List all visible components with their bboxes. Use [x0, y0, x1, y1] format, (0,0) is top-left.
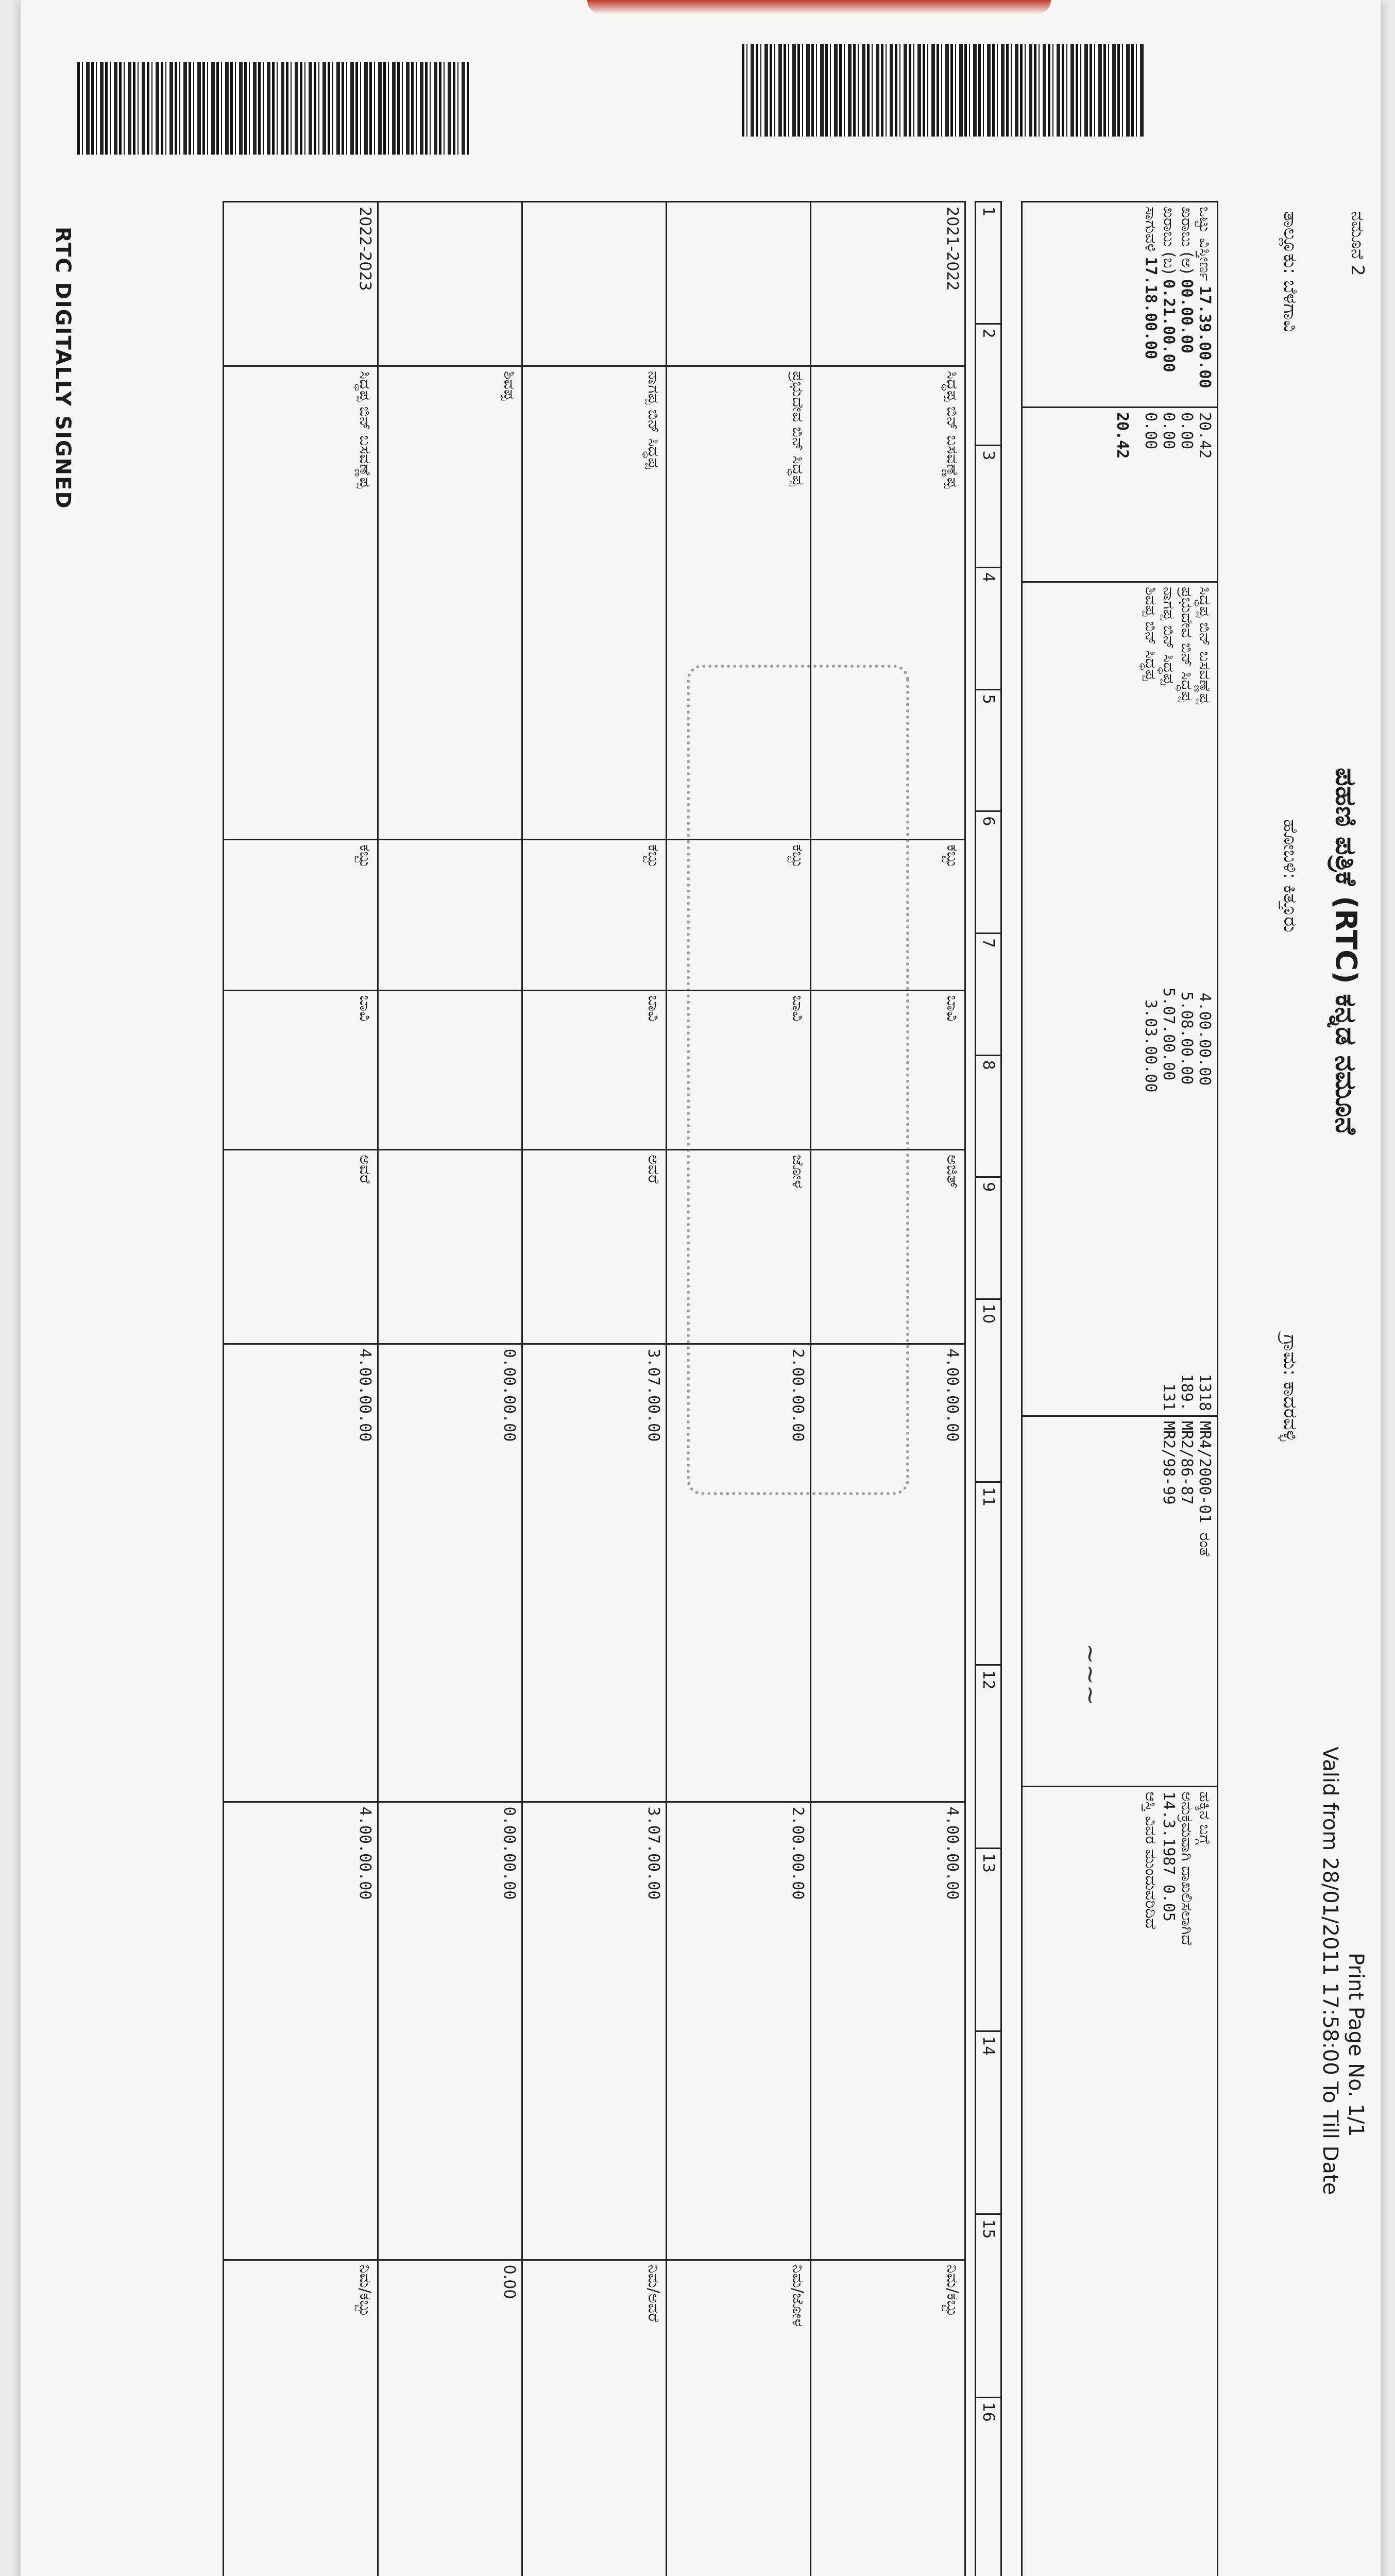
owner-row: ಶಿವಪ್ಪ ಬಿನ್ ಸಿದ್ಧಪ್ಪ 3.03.00.00 [1142, 587, 1160, 1093]
crop-area-total: 0.00.00.00 [378, 1802, 522, 2260]
crop-area: 0.00.00.00 [378, 1344, 522, 1802]
col-header: 14 [976, 2031, 1001, 2214]
assessment-value: 0.00 [1178, 412, 1196, 450]
crop-code: ನಿಮ/ಜೋಳ [667, 2260, 811, 2576]
col-header: 3 [976, 446, 1001, 568]
faded-stamp-icon [687, 665, 909, 1495]
col-header: 16 [976, 2397, 1001, 2576]
assessment-cell [1022, 408, 1218, 582]
crop-type [378, 840, 522, 991]
owner-row: ಸಿದ್ಧಪ್ಪ ಬಿನ್ ಬಸವಣ್ಣೆಪ್ಪ 4.00.00.00 1318 [1196, 587, 1214, 1411]
crop-source: ಬಾವಿ [522, 990, 667, 1149]
crop-source [378, 990, 522, 1149]
assessment-total: 20.42 [1113, 412, 1131, 459]
col-header: 6 [976, 811, 1001, 934]
col-header: 13 [976, 1848, 1001, 2031]
land-row: ಒಟ್ಟು ವಿಸ್ತೀರ್ಣ 17.39.00.00 [1196, 207, 1214, 388]
barcode-left-icon [77, 62, 469, 155]
crop-table [975, 201, 1002, 2576]
crop-row [522, 202, 667, 2576]
owners-cell [1022, 582, 1218, 1416]
crop-area-total: 4.00.00.00 [811, 1802, 965, 2260]
land-row: ಸಾಗುವಳಿ 17.18.00.00 [1142, 207, 1160, 360]
crop-area-total: 2.00.00.00 [667, 1802, 811, 2260]
mutation-ref: MR2/98-99 [1160, 1421, 1178, 1505]
crop-code: ನಿಮ/ಅವರೆ [522, 2260, 667, 2576]
document-title: ಪಹಣಿ ಪತ್ರಿಕೆ (RTC) ಕನ್ನಡ ನಮೂನೆ [1329, 768, 1363, 1134]
crop-year [667, 202, 811, 366]
mutation-ref: MR2/86-87 [1178, 1421, 1196, 1505]
document-header [1208, 201, 1373, 2576]
crop-owner: ಶಿವಪ್ಪ [378, 366, 522, 840]
remarks-cell [1022, 1787, 1218, 2576]
crop-header-row [976, 202, 1001, 2576]
crop-type: ಕಬ್ಬು [811, 840, 965, 991]
crop-detail: ಅವರೆ [522, 1150, 667, 1344]
crop-year: 2021-2022 [811, 202, 965, 366]
remark-line: ಆಸ್ತಿ ವಿವರ ಮುಂದುವರಿದಿದೆ [1142, 1791, 1160, 1929]
meta-village: ಗ್ರಾಮ: ಕಾದರವಳ್ಳಿ [1280, 1334, 1301, 1442]
signature-icon: ~~~ [1076, 1643, 1105, 1706]
crop-code: 0.00 [378, 2260, 522, 2576]
owner-row: ನಾಗಪ್ಪ ಬಿನ್ ಸಿದ್ಧಪ್ಪ 5.07.00.00 131 [1160, 587, 1178, 1411]
assessment-value: 0.00 [1142, 412, 1160, 450]
mutation-ref: MR4/2000-01 ರಂತೆ [1196, 1421, 1214, 1556]
rtc-table [1021, 201, 1218, 2576]
crop-source: ಬಾವಿ [811, 990, 965, 1149]
col-header: 5 [976, 689, 1001, 811]
crop-row [378, 202, 522, 2576]
crop-detail: ಜೋಳ [667, 1150, 811, 1344]
crop-year: 2022-2023 [224, 202, 378, 366]
col-header: 11 [976, 1482, 1001, 1665]
form-number: ನಮೂನೆ 2 [1347, 211, 1368, 276]
crop-owner: ಸಿದ್ಧಪ್ಪ ಬಿನ್ ಬಸವಣ್ಣೆಪ್ಪ [224, 366, 378, 840]
land-extent-cell [1022, 202, 1218, 408]
assessment-value: 20.42 [1196, 412, 1214, 459]
col-header: 10 [976, 1299, 1001, 1482]
crop-area: 4.00.00.00 [811, 1344, 965, 1802]
crop-area: 4.00.00.00 [224, 1344, 378, 1802]
col-header: 12 [976, 1665, 1001, 1848]
crop-year [522, 202, 667, 366]
col-header: 1 [976, 202, 1001, 324]
crop-row [224, 202, 378, 2576]
rotated-rtc-document [39, 201, 1373, 2576]
print-page-no: Print Page No. 1/1 [1344, 1953, 1368, 2137]
land-row: ಖರಾಬು (ಬ) 0.21.00.00 [1160, 207, 1178, 372]
crop-type: ಕಬ್ಬು [667, 840, 811, 991]
assessment-value: 0.00 [1160, 412, 1178, 450]
crop-code: ನಿಮ/ಕಬ್ಬು [811, 2260, 965, 2576]
mutation-cell [1022, 1416, 1218, 1787]
crop-owner: ನಾಗಪ್ಪ ಬಿನ್ ಸಿದ್ಧಪ್ಪ [522, 366, 667, 840]
crop-owner: ಪ್ರಭುದೇವ ಬಿನ್ ಸಿದ್ಧಪ್ಪ [667, 366, 811, 840]
remark-line: ಹಕ್ಕಿನ ಬಗ್ಗೆ [1196, 1791, 1214, 1845]
crop-source: ಬಾವಿ [224, 990, 378, 1149]
crop-area-total: 3.07.00.00 [522, 1802, 667, 2260]
owner-row: ಪ್ರಭುದೇವ ಬಿನ್ ಸಿದ್ಧಪ್ಪ 5.08.00.00 189. [1178, 587, 1196, 1411]
barcode-right-icon [742, 44, 1144, 137]
col-header: 7 [976, 933, 1001, 1055]
validity-period: Valid from 28/01/2011 17:58:00 To Till Date [1318, 1747, 1342, 2195]
col-header: 4 [976, 567, 1001, 689]
col-header: 8 [976, 1055, 1001, 1177]
remark-line: 14.3.1987 0.05 [1160, 1791, 1178, 1922]
crop-area: 3.07.00.00 [522, 1344, 667, 1802]
col-header: 9 [976, 1177, 1001, 1299]
crop-area-total: 4.00.00.00 [224, 1802, 378, 2260]
crop-area: 2.00.00.00 [667, 1344, 811, 1802]
remark-line: ಅನುಕ್ರಮವಾಗಿ ದಾಖಲಿಸಲಾಗಿದೆ [1178, 1791, 1196, 1945]
red-mark [587, 0, 1051, 14]
meta-taluk: ತಾಲ್ಲೂಕು: ಬೆಳಗಾವಿ [1280, 211, 1301, 332]
crop-year [378, 202, 522, 366]
crop-type: ಕಬ್ಬು [522, 840, 667, 991]
footer-text: RTC DIGITALLY SIGNED [51, 227, 75, 510]
crop-code: ನಿಮ/ಕಬ್ಬು [224, 2260, 378, 2576]
land-row: ಖರಾಬು (ಅ) 00.00.00 [1178, 207, 1196, 353]
col-header: 15 [976, 2214, 1001, 2397]
meta-hobli: ಹೋಬಳಿ: ಕಿತ್ತೂರು [1280, 819, 1301, 933]
crop-type: ಕಬ್ಬು [224, 840, 378, 991]
col-header: 2 [976, 324, 1001, 446]
crop-owner: ಸಿದ್ಧಪ್ಪ ಬಿನ್ ಬಸವಣ್ಣೆಪ್ಪ [811, 366, 965, 840]
crop-source: ಬಾವಿ [667, 990, 811, 1149]
crop-detail: ಅಜಿತ್ [811, 1150, 965, 1344]
crop-detail: ಅವರೆ [224, 1150, 378, 1344]
crop-detail [378, 1150, 522, 1344]
